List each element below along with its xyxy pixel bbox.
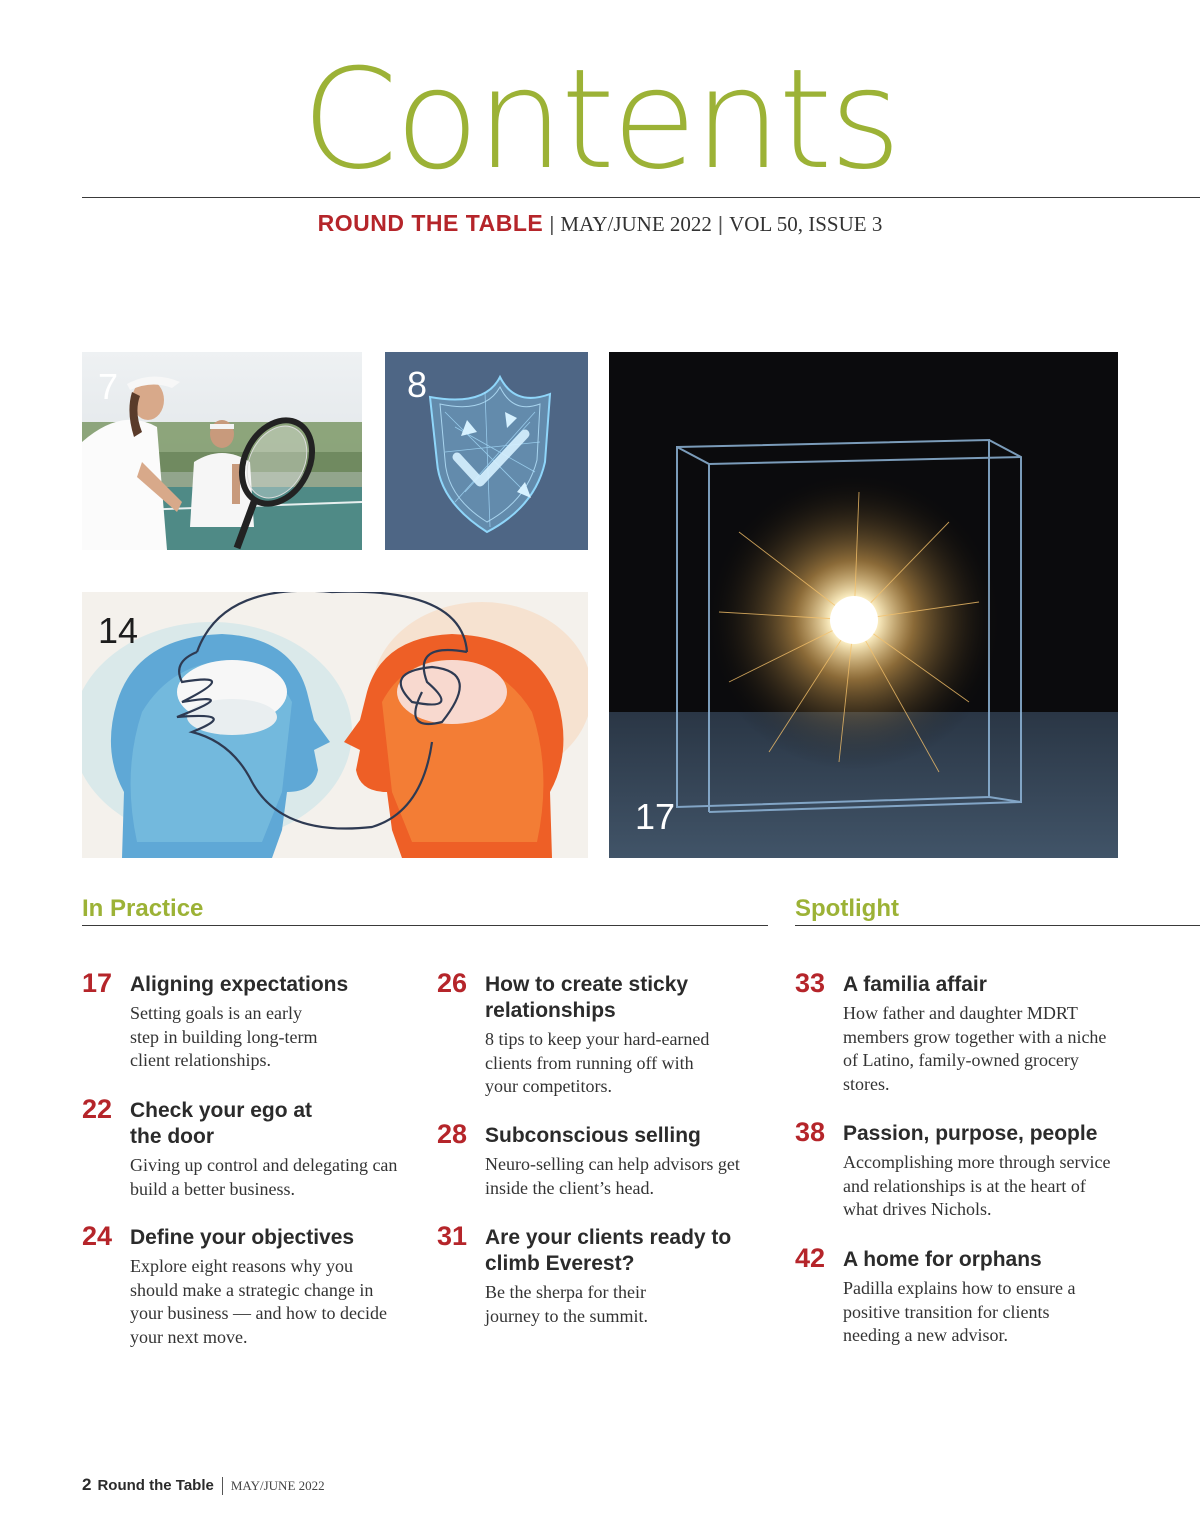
section-in-practice-divider	[82, 925, 768, 926]
toc-headline: Subconscious selling	[485, 1124, 701, 1147]
masthead	[0, 208, 1200, 240]
footer-separator	[222, 1477, 223, 1495]
tennis-illustration	[82, 352, 362, 550]
image-sparkler-cube[interactable]	[609, 352, 1118, 858]
toc-headline: A familia affair	[843, 973, 987, 996]
toc-page-number: 17	[82, 968, 113, 998]
toc-description: Accomplishing more through service and relationships is at the heart of what drives Nichols.	[843, 1152, 1111, 1219]
toc-page-number: 24	[82, 1221, 113, 1251]
section-in-practice: In Practice	[82, 895, 204, 922]
toc-headline: A home for orphans	[843, 1248, 1042, 1271]
toc-entry[interactable]	[795, 1243, 1095, 1348]
image-tennis-players[interactable]	[82, 352, 362, 550]
two-heads-illustration	[82, 592, 588, 858]
toc-page-number: 42	[795, 1243, 826, 1273]
toc-entry[interactable]	[795, 968, 1107, 1096]
image-page-number: 17	[635, 796, 676, 837]
toc-description: Explore eight reasons why you should make a strategic change in your business — and how to decide your next move.	[130, 1256, 387, 1347]
toc-description: 8 tips to keep your hard-earned clients from running off with your competitors.	[485, 1029, 710, 1096]
toc-page-number: 33	[795, 968, 826, 998]
toc-headline: Define your objectives	[130, 1226, 355, 1249]
image-page-number: 7	[98, 366, 119, 407]
toc-page-number: 28	[437, 1119, 468, 1149]
toc-description: Giving up control and delegating can build a better business.	[130, 1155, 398, 1199]
masthead-separator: |	[549, 214, 555, 236]
toc-description: Be the sherpa for their journey to the summit.	[485, 1282, 648, 1326]
toc-headline: Check your ego at the door	[130, 1099, 313, 1148]
toc-page-number: 26	[437, 968, 468, 998]
toc-entry[interactable]	[437, 1119, 740, 1200]
image-shield-checkmark[interactable]	[385, 352, 588, 550]
toc-description: Setting goals is an early step in building long-term client relationships.	[130, 1003, 318, 1070]
toc-entry[interactable]	[82, 968, 382, 1073]
footer-page-number: 2	[82, 1475, 92, 1494]
toc-page-number: 22	[82, 1094, 113, 1124]
toc-headline: Are your clients ready to climb Everest?	[485, 1226, 732, 1275]
footer-date: MAY/JUNE 2022	[230, 1478, 325, 1493]
toc-headline: How to create sticky relationships	[485, 973, 689, 1022]
title-divider	[82, 197, 1200, 198]
toc-entry[interactable]	[437, 1221, 737, 1328]
toc-description: Padilla explains how to ensure a positive transition for clients needing a new advisor.	[843, 1278, 1076, 1345]
section-spotlight: Spotlight	[795, 895, 899, 922]
masthead-magazine: ROUND THE TABLE	[317, 210, 544, 236]
image-page-number: 8	[407, 364, 428, 405]
toc-headline: Aligning expectations	[130, 973, 349, 996]
page-title: Contents	[301, 39, 899, 200]
masthead-volume: VOL 50, ISSUE 3	[729, 212, 883, 236]
toc-description: How father and daughter MDRT members grow together with a niche of Latino, family-owned grocery stores.	[843, 1003, 1107, 1094]
toc-headline: Passion, purpose, people	[843, 1122, 1098, 1145]
footer-magazine: Round the Table	[97, 1477, 214, 1494]
section-spotlight-divider	[795, 925, 1200, 926]
toc-page-number: 31	[437, 1221, 468, 1251]
image-page-number: 14	[98, 610, 139, 651]
toc-description: Neuro-selling can help advisors get inside the client’s head.	[485, 1154, 740, 1198]
image-two-heads[interactable]	[82, 592, 588, 858]
toc-entry[interactable]	[437, 968, 737, 1099]
toc-entry[interactable]	[795, 1117, 1111, 1222]
sparkler-cube-illustration	[609, 352, 1118, 858]
toc-entry[interactable]	[82, 1221, 387, 1349]
toc-page-number: 38	[795, 1117, 826, 1147]
page-footer	[82, 1474, 325, 1497]
masthead-separator: |	[717, 214, 724, 236]
masthead-issue-date: MAY/JUNE 2022	[560, 212, 712, 236]
toc-entry[interactable]	[82, 1094, 398, 1201]
